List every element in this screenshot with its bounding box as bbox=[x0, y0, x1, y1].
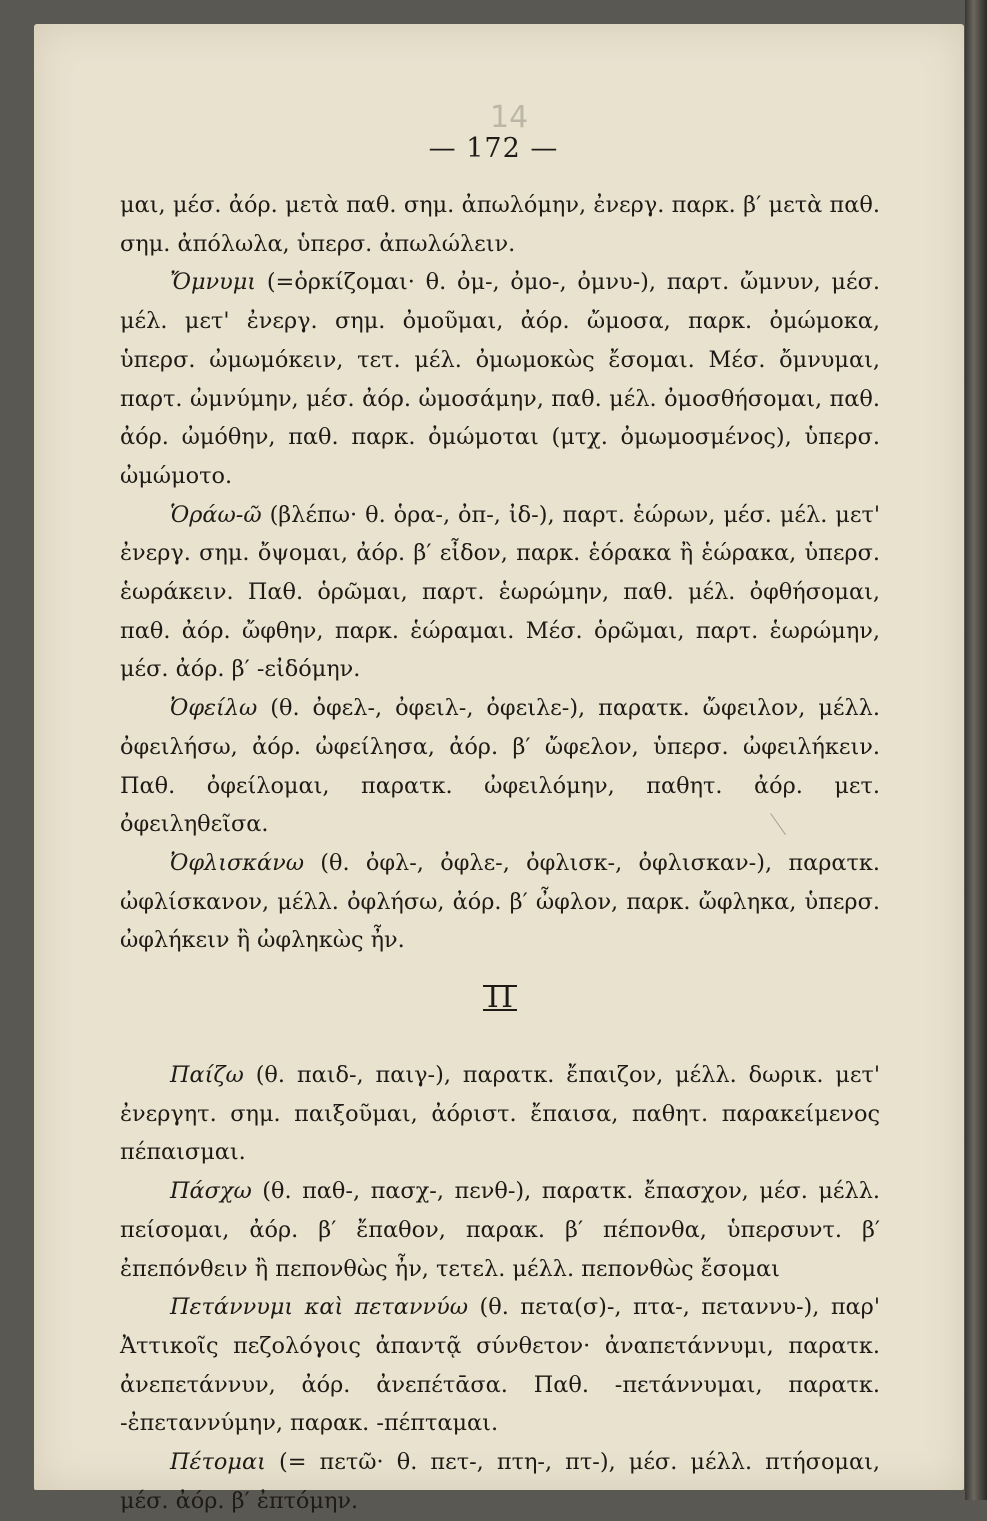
entry-headword: Ὀφλισκάνω bbox=[170, 849, 304, 876]
pencil-annotation: 14 bbox=[490, 100, 529, 135]
dictionary-text bbox=[120, 186, 880, 1521]
entry-text: (θ. πετα(σ)-, πτα-, πεταννυ-), παρ' Ἀττικοῖς πεζολόγοις ἀπαντᾷ σύνθετον· ἀναπετάννυμι, παρατκ. ἀνεπετάννυν, ἀόρ. ἀνεπέτᾱσα. Παθ. -πετάννυμαι, παρατκ. -ἐπεταννύμην, παρακ. -πέπταμαι. bbox=[120, 1294, 880, 1437]
entry-headword: Ὄμνυμι bbox=[170, 269, 257, 296]
book-spine-edge bbox=[965, 0, 987, 1500]
entry-text: μαι, μέσ. ἀόρ. μετὰ παθ. σημ. ἀπωλόμην, ἐνεργ. παρκ. β′ μετὰ παθ. σημ. ἀπόλωλα, ὑπερσ. ἀπωλώλειν. bbox=[120, 192, 880, 257]
entry-omnymi bbox=[120, 263, 880, 495]
entry-pascho bbox=[120, 1172, 880, 1288]
entry-opheilo bbox=[120, 689, 880, 844]
entry-continuation bbox=[120, 186, 880, 263]
entry-text: (θ. ὀφλ-, ὀφλε-, ὀφλισκ-, ὀφλισκαν-), παρατκ. ὠφλίσκανον, μέλλ. ὀφλήσω, ἀόρ. β′ ὦφλον, παρκ. ὤφληκα, ὑπερσ. ὠφλήκειν ἢ ὠφληκὼς ἦν. bbox=[120, 849, 880, 954]
page-number: — 172 — bbox=[428, 133, 559, 164]
section-heading bbox=[120, 978, 880, 1018]
entry-headword: Ὀφείλω bbox=[170, 695, 258, 722]
entry-text: (θ. παθ-, πασχ-, πενθ-), παρατκ. ἔπασχον, μέσ. μέλλ. πείσομαι, ἀόρ. β′ ἔπαθον, παρακ. β′ πέπονθα, ὑπερσυντ. β′ ἐπεπόνθειν ἢ πεπονθὼς ἦν, τετελ. μέλλ. πεπονθὼς ἔσομαι bbox=[120, 1178, 880, 1282]
entry-text: (θ. παιδ-, παιγ-), παρατκ. ἔπαιζον, μέλλ. δωρικ. μετ' ἐνεργητ. σημ. παιξοῦμαι, ἀόριστ. ἔπαισα, παθητ. παρακείμενος πέπαισμαι. bbox=[120, 1062, 880, 1166]
entry-headword: Πετάννυμι καὶ πεταννύω bbox=[170, 1294, 469, 1321]
entry-petannymi bbox=[120, 1288, 880, 1443]
entry-headword: Ὁράω-ῶ bbox=[170, 501, 262, 528]
entry-petomai bbox=[120, 1443, 880, 1520]
entry-headword: Πέτομαι bbox=[170, 1449, 266, 1476]
entry-text: (βλέπω· θ. ὁρα-, ὀπ-, ἰδ-), παρτ. ἑώρων, μέσ. μέλ. μετ' ἐνεργ. σημ. ὄψομαι, ἀόρ. β′ εἶδον, παρκ. ἑόρακα ἢ ἑώρακα, ὑπερσ. ἑωράκειν. Παθ. ὁρῶμαι, παρτ. ἑωρώμην, παθ. μέλ. ὀφθήσομαι, παθ. ἀόρ. ὤφθην, παρκ. ἑώραμαι. Μέσ. ὁρῶμαι, παρτ. ἑωρώμην, μέσ. ἀόρ. β′ -εἰδόμην. bbox=[120, 501, 880, 683]
entry-text: (θ. ὀφελ-, ὀφειλ-, ὀφειλε-), παρατκ. ὤφειλον, μέλλ. ὀφειλήσω, ἀόρ. ὠφείλησα, ἀόρ. β′ ὤφελον, ὑπερσ. ὠφειλήκειν. Παθ. ὀφείλομαι, παρατκ. ὠφειλόμην, παθητ. ἀόρ. μετ. ὀφειληθεῖσα. bbox=[120, 695, 880, 838]
entry-text: (= πετῶ· θ. πετ-, πτη-, πτ-), μέσ. μέλλ. πτήσομαι, μέσ. ἀόρ. β′ ἐπτόμην. bbox=[120, 1449, 880, 1514]
section-letter: Π bbox=[483, 985, 517, 1011]
entry-paizo bbox=[120, 1056, 880, 1172]
entry-headword: Παίζω bbox=[170, 1062, 244, 1089]
entry-horao bbox=[120, 496, 880, 690]
entry-headword: Πάσχω bbox=[170, 1178, 252, 1205]
entry-text: (=ὁρκίζομαι· θ. ὀμ-, ὀμο-, ὀμνυ-), παρτ. ὤμνυν, μέσ. μέλ. μετ' ἐνεργ. σημ. ὀμοῦμαι, ἀόρ. ὤμοσα, παρκ. ὀμώμοκα, ὑπερσ. ὠμωμόκειν, τετ. μέλ. ὀμωμοκὼς ἔσομαι. Μέσ. ὄμνυμαι, παρτ. ὠμνύμην, μέσ. ἀόρ. ὠμοσάμην, παθ. μέλ. ὀμοσθήσομαι, παθ. ἀόρ. ὠμόθην, παθ. παρκ. ὀμώμοται (μτχ. ὀμωμοσμένος), ὑπερσ. ὠμώμοτο. bbox=[120, 269, 880, 489]
entry-ophliskano bbox=[120, 844, 880, 960]
